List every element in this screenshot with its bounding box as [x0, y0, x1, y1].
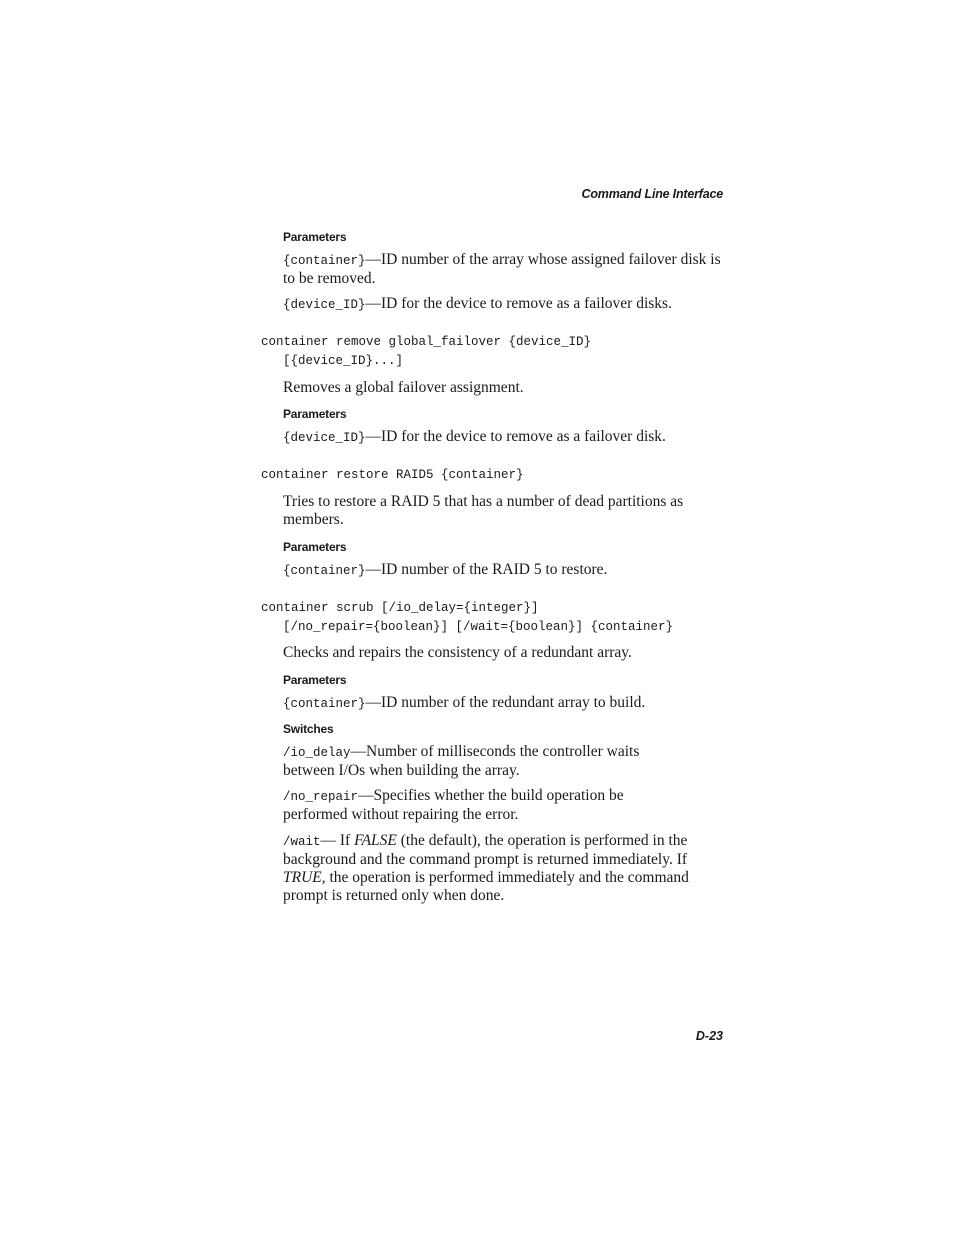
- parameter-code: {device_ID}: [283, 431, 366, 445]
- parameter-description: —ID for the device to remove as a failover disks.: [365, 295, 672, 312]
- parameters-heading: Parameters: [283, 230, 347, 244]
- command-line-2: [{device_ID}...]: [283, 354, 404, 368]
- parameter-description: —ID number of the redundant array to build.: [365, 694, 646, 711]
- switch-description: (the default), the operation is performed in the background and the command prompt is returned immediately. If: [283, 832, 688, 868]
- parameters-heading: Parameters: [283, 407, 347, 421]
- command-line-1: container restore RAID5 {container}: [261, 468, 524, 482]
- command-line-1: container remove global_failover {device_ID}: [261, 335, 592, 349]
- page-number: D-23: [695, 1029, 723, 1043]
- command-syntax-scrub: [261, 599, 673, 637]
- parameter-container: [283, 694, 728, 713]
- switch-code: /no_repair: [283, 790, 359, 804]
- command-description: Tries to restore a RAID 5 that has a number of dead partitions as members.: [283, 493, 684, 528]
- parameter-code: {container}: [283, 564, 366, 578]
- parameters-heading: Parameters: [283, 673, 347, 687]
- switch-wait: [283, 832, 725, 905]
- command-syntax-remove-global-failover: [261, 333, 591, 371]
- command-description: Checks and repairs the consistency of a redundant array.: [283, 644, 632, 661]
- command-description: Removes a global failover assignment.: [283, 379, 524, 396]
- command-line-1: container scrub [/io_delay={integer}]: [261, 601, 539, 615]
- switch-description: — If: [320, 832, 355, 849]
- parameters-heading: Parameters: [283, 540, 347, 554]
- switch-description: —Specifies whether the build operation be performed without repairing the error.: [283, 787, 624, 823]
- parameter-description: —ID number of the array whose assigned failover disk is to be removed.: [283, 251, 721, 287]
- switch-description: , the operation is performed immediately and the command prompt is returned only when done.: [283, 869, 689, 904]
- parameter-container: [283, 251, 728, 288]
- running-header-title: Command Line Interface: [581, 187, 723, 201]
- switch-io-delay: [283, 743, 683, 780]
- keyword-true: TRUE: [283, 869, 322, 886]
- switch-no-repair: [283, 787, 673, 824]
- parameter-device-id: [283, 428, 728, 447]
- parameter-code: {container}: [283, 254, 366, 268]
- switch-code: /io_delay: [283, 746, 351, 760]
- parameter-container: [283, 561, 728, 580]
- switch-code: /wait: [283, 835, 321, 849]
- keyword-false: FALSE: [354, 832, 397, 849]
- switches-heading: Switches: [283, 722, 334, 736]
- parameter-code: {device_ID}: [283, 298, 366, 312]
- command-line-2: [/no_repair={boolean}] [/wait={boolean}] {container}: [283, 620, 674, 634]
- parameter-device-id: [283, 295, 728, 314]
- switch-description: —Number of milliseconds the controller waits between I/Os when building the array.: [283, 743, 640, 779]
- parameter-description: —ID number of the RAID 5 to restore.: [365, 561, 608, 578]
- parameter-description: —ID for the device to remove as a failover disk.: [365, 428, 666, 445]
- command-syntax-restore-raid5: [261, 466, 524, 485]
- parameter-code: {container}: [283, 697, 366, 711]
